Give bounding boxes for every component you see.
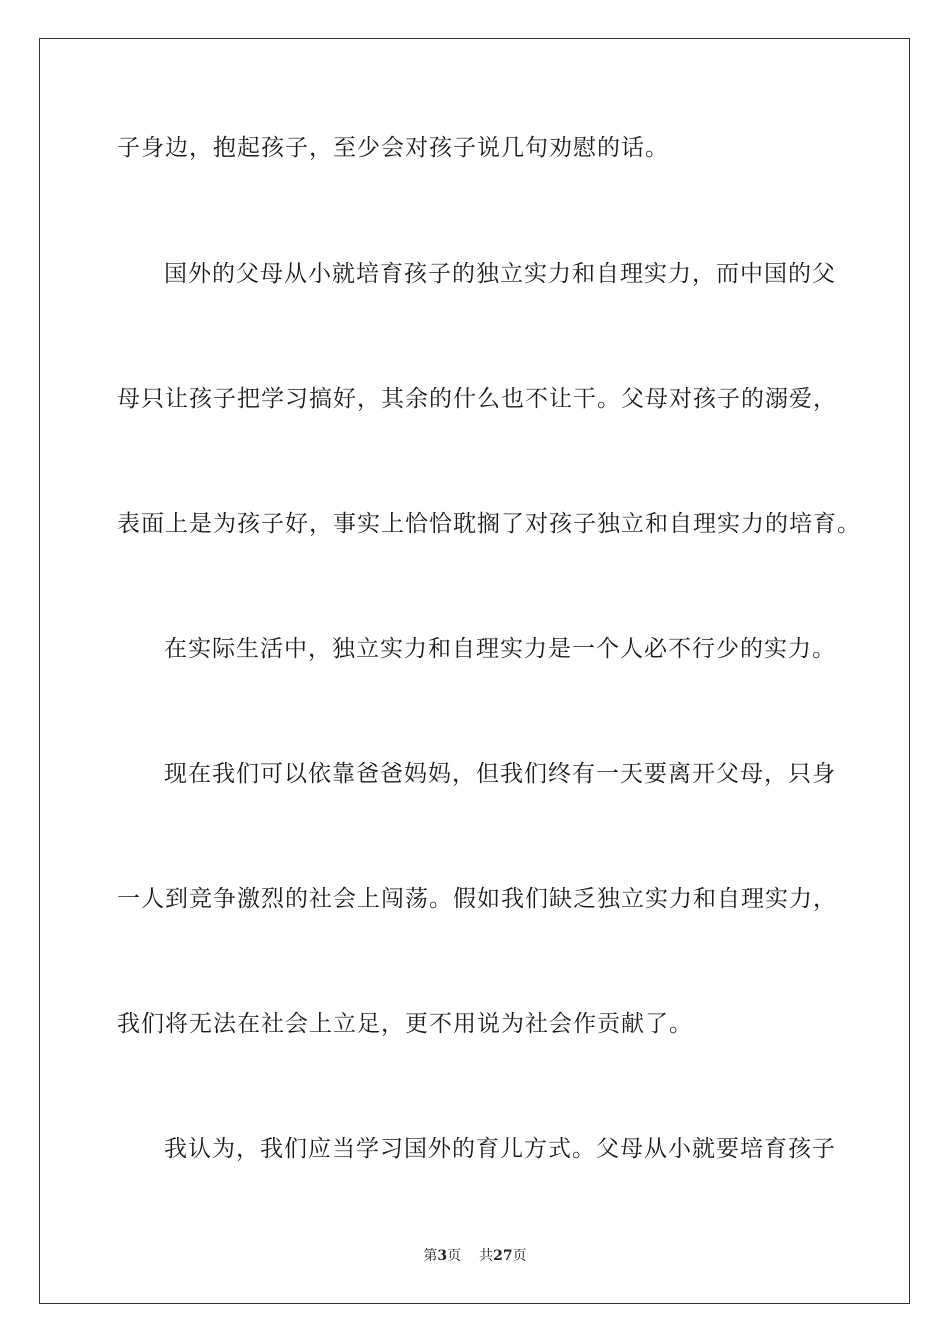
text-line: 一人到竞争激烈的社会上闯荡。假如我们缺乏独立实力和自理实力， — [117, 886, 837, 912]
total-suffix: 页 — [512, 1248, 527, 1264]
text-line: 子身边，抱起孩子，至少会对孩子说几句劝慰的话。 — [117, 135, 669, 161]
page-suffix: 页 — [447, 1248, 462, 1264]
page-number: 3 — [437, 1248, 448, 1264]
paragraph-start-line: 在实际生活中，独立实力和自理实力是一个人必不行少的实力。 — [164, 636, 836, 662]
paragraph-start-line: 我认为，我们应当学习国外的育儿方式。父母从小就要培育孩子 — [164, 1136, 836, 1162]
text-line: 表面上是为孩子好，事实上恰恰耽搁了对孩子独立和自理实力的培育。 — [117, 511, 861, 537]
paragraph-start-line: 现在我们可以依靠爸爸妈妈，但我们终有一天要离开父母，只身 — [164, 761, 836, 787]
text-line: 母只让孩子把学习搞好，其余的什么也不让干。父母对孩子的溺爱， — [117, 386, 837, 412]
paragraph-start-line: 国外的父母从小就培育孩子的独立实力和自理实力，而中国的父 — [164, 261, 836, 287]
page-prefix: 第 — [423, 1248, 438, 1264]
page-frame — [39, 38, 910, 1304]
total-pages: 27 — [493, 1248, 513, 1264]
text-line: 我们将无法在社会上立足，更不用说为社会作贡献了。 — [117, 1011, 693, 1037]
page-footer — [0, 1247, 950, 1265]
total-prefix: 共 — [479, 1248, 494, 1264]
